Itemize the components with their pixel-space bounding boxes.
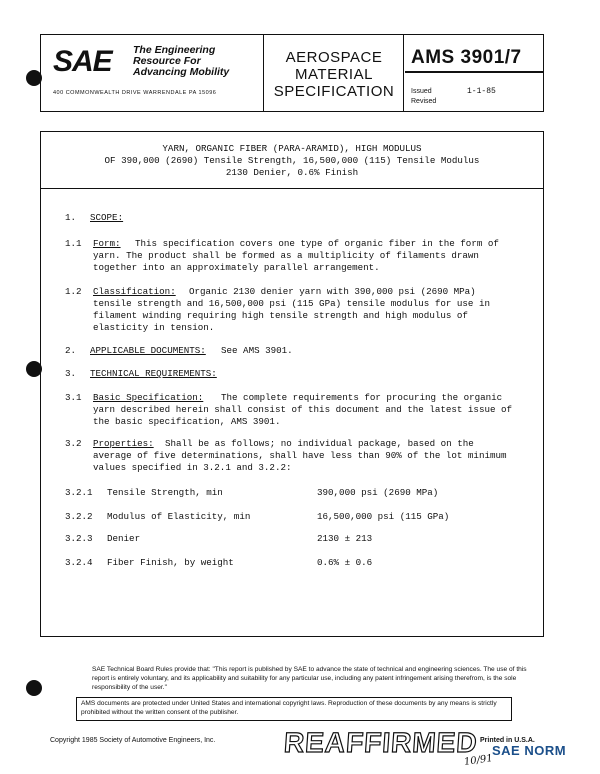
spec-title xyxy=(265,49,403,100)
section-number: 3. xyxy=(65,368,77,379)
paragraph-line: the basic specification, AMS 3901. xyxy=(93,416,281,427)
spec-title-line: SPECIFICATION xyxy=(273,83,395,100)
paragraph-line: yarn. The product shall be formed as a multiplicity of filaments drawn xyxy=(93,250,479,261)
paragraph-line: yarn described herein shall consist of this document and the latest issue of xyxy=(93,404,513,415)
title-line-1: YARN, ORGANIC FIBER (PARA-ARAMID), HIGH MODULUS xyxy=(162,143,422,154)
property-number: 3.2.1 xyxy=(65,487,93,498)
copyright-notice: AMS documents are protected under United States and international copyright laws. Reproduction of these documents by any means is strictly prohibited without the written consent of the publisher. xyxy=(76,697,512,721)
spec-title-line: AEROSPACE xyxy=(285,49,383,66)
section-title-applicable-documents: APPLICABLE DOCUMENTS: xyxy=(90,345,206,356)
tagline-line: The Engineering xyxy=(133,44,216,56)
tagline-line: Resource For xyxy=(133,55,201,67)
issued-label: Issued xyxy=(411,88,432,95)
handwritten-note: 10/91 xyxy=(463,753,494,768)
paragraph-line: tensile strength and 16,500,000 psi (115 GPa) tensile modulus for use in xyxy=(93,298,490,309)
property-name: Denier xyxy=(107,533,141,544)
property-value: 390,000 psi (2690 MPa) xyxy=(317,487,439,498)
copyright-line: Copyright 1985 Society of Automotive Engineers, Inc. xyxy=(50,737,216,744)
property-number: 3.2.3 xyxy=(65,533,93,544)
revised-label: Revised xyxy=(411,98,437,105)
title-line-2: OF 390,000 (2690) Tensile Strength, 16,500,000 (115) Tensile Modulus xyxy=(104,155,480,166)
property-number: 3.2.2 xyxy=(65,511,93,522)
sae-logo-block xyxy=(41,35,264,111)
technical-board-rules: SAE Technical Board Rules provide that: "This report is published by SAE to advance the state of technical and engineering sciences. The use of this report is entirely voluntary, and its applicability and suitability for any particular use, including any patent infringement arising therefrom, is the sole responsibility of the user." xyxy=(92,666,527,691)
title-line-3: 2130 Denier, 0.6% Finish xyxy=(225,167,359,178)
spec-type-block xyxy=(265,35,404,111)
spec-title-line: MATERIAL xyxy=(295,66,373,83)
reaffirmed-stamp: REAFFIRMED xyxy=(282,727,479,758)
divider xyxy=(405,71,543,73)
paragraph-line: filament winding requiring high tensile strength and high modulus of xyxy=(93,310,468,321)
paragraph-line: elasticity in tension. xyxy=(93,322,215,333)
section-title-scope: SCOPE: xyxy=(90,212,124,223)
paragraph-line: Organic 2130 denier yarn with 390,000 psi (2690 MPa) xyxy=(189,286,476,297)
paragraph-line: values specified in 3.2.1 and 3.2.2: xyxy=(93,462,292,473)
ams-number: AMS 3901/7 xyxy=(411,47,522,68)
printed-in-usa: Printed in U.S.A. xyxy=(480,737,535,744)
property-name: Modulus of Elasticity, min xyxy=(107,511,251,522)
tagline xyxy=(133,45,229,78)
document-body xyxy=(40,131,544,637)
paragraph-line: together into an approximately parallel arrangement. xyxy=(93,262,380,273)
property-name: Tensile Strength, min xyxy=(107,487,223,498)
issued-date: 1-1-85 xyxy=(467,87,496,96)
paragraph-line: average of five determinations, shall have less than 90% of the lot minimum xyxy=(93,450,507,461)
section-number: 1.2 xyxy=(65,286,82,297)
property-value: 16,500,000 psi (115 GPa) xyxy=(317,511,450,522)
property-value: 2130 ± 213 xyxy=(317,533,373,544)
sae-logo xyxy=(53,45,112,79)
address: 400 COMMONWEALTH DRIVE WARRENDALE PA 15096 xyxy=(53,90,217,96)
section-number: 1.1 xyxy=(65,238,82,249)
section-number: 1. xyxy=(65,212,77,223)
punch-hole-bottom xyxy=(26,680,42,696)
tagline-line: Advancing Mobility xyxy=(133,66,230,78)
property-number: 3.2.4 xyxy=(65,557,93,568)
property-value: 0.6% ± 0.6 xyxy=(317,557,373,568)
sae-norm-watermark: SAE NORM xyxy=(492,743,567,758)
section-number: 2. xyxy=(65,345,77,356)
section-number: 3.1 xyxy=(65,392,82,403)
paragraph-line: Shall be as follows; no individual package, based on the xyxy=(165,438,474,449)
paragraph-line: The complete requirements for procuring the organic xyxy=(221,392,503,403)
section-title-basic-specification: Basic Specification: xyxy=(93,392,204,403)
paragraph-line: See AMS 3901. xyxy=(221,345,293,356)
title-block xyxy=(41,132,543,189)
section-title-form: Form: xyxy=(93,238,121,249)
property-name: Fiber Finish, by weight xyxy=(107,557,234,568)
section-title-technical-requirements: TECHNICAL REQUIREMENTS: xyxy=(90,368,217,379)
section-title-properties: Properties: xyxy=(93,438,154,449)
section-title-classification: Classification: xyxy=(93,286,176,297)
document-header xyxy=(40,34,544,112)
section-number: 3.2 xyxy=(65,438,82,449)
ams-number-block xyxy=(405,35,543,111)
sae-logo-text: SAE xyxy=(53,45,112,78)
paragraph-line: This specification covers one type of organic fiber in the form of xyxy=(135,238,499,249)
